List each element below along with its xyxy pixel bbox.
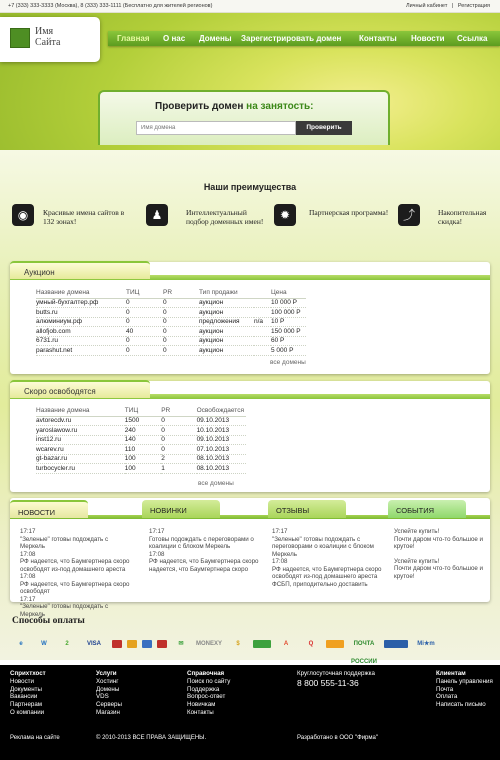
payment-logos — [12, 635, 492, 665]
news-block — [10, 498, 490, 618]
domain-search-input[interactable] — [136, 121, 296, 135]
footer-col-services: Услуги Хостинг Домены VDS Серверы Магазин — [96, 670, 122, 716]
payment-logo-icon: ПОЧТА РОССИИ — [351, 641, 377, 665]
footer-col-support: Круглосуточная поддержка 8 800 555-11-36 — [297, 670, 375, 688]
contact-phones: +7 (333) 333-3333 (Москва), 8 (333) 333-1111 (Бесплатно для жителей регионов) — [8, 3, 213, 9]
all-domains-link[interactable]: все домены — [270, 359, 306, 366]
domain-check-box — [98, 90, 390, 145]
table-header: Название домена ТИЦ PR Тип продажи Цена — [36, 288, 306, 298]
tab-auction[interactable]: Аукцион — [10, 261, 150, 279]
top-bar: +7 (333) 333-3333 (Москва), 8 (333) 333-1111 (Бесплатно для жителей регионов) Личный кабинет | Регистрация — [0, 0, 500, 13]
payment-methods-title: Способы оплаты — [12, 616, 85, 626]
payment-logo-icon: MONEXY — [195, 641, 222, 647]
payment-logo-icon: A — [283, 641, 289, 647]
expiring-table — [36, 406, 246, 474]
advantages-title: Наши преимущества — [203, 182, 297, 192]
payment-logo-icon — [127, 640, 137, 648]
footer-col-help: Справочная Поиск по сайту Поддержка Вопрос-ответ Новичкам Контакты — [187, 670, 231, 716]
table-row[interactable]: умный-бухгалтер.рф 0 0 аукцион 10 000 Р — [36, 298, 306, 308]
table-row[interactable]: gt-bazar.ru 100 2 08.10.2013 — [36, 454, 246, 464]
site-footer — [0, 665, 500, 760]
auction-panel — [10, 262, 490, 374]
support-phone[interactable]: 8 800 555-11-36 — [297, 677, 359, 688]
nav-news[interactable]: Новости — [411, 34, 445, 43]
cabinet-link[interactable]: Личный кабинет — [405, 3, 448, 9]
payment-logo-icon: Q — [308, 641, 314, 647]
auction-table — [36, 288, 306, 356]
nav-link[interactable]: Ссылка — [457, 34, 488, 43]
payment-logo-icon: ✉ — [178, 641, 184, 647]
chart-icon: ⤴ — [398, 204, 420, 226]
table-row[interactable]: алюминиум.рф 0 0 предложения n/a 10 Р — [36, 317, 306, 327]
payment-logo-icon — [142, 640, 152, 648]
table-row[interactable]: yaroslawow.ru 240 0 10.10.2013 — [36, 426, 246, 436]
table-row[interactable]: allofjob.com 40 0 аукцион 150 000 Р — [36, 327, 306, 337]
nav-contacts[interactable]: Контакты — [359, 34, 397, 43]
globe-icon: ◉ — [12, 204, 34, 226]
payment-logo-icon: VISA — [86, 641, 101, 647]
check-domain-button[interactable]: Проверить — [296, 121, 352, 135]
domain-check-title: Проверить домен на занятость: — [155, 101, 314, 112]
payment-logo-icon: W — [41, 641, 47, 647]
table-row[interactable]: parashut.net 0 0 аукцион 5 000 Р — [36, 346, 306, 356]
payment-logo-icon — [384, 640, 408, 648]
nav-domains[interactable]: Домены — [199, 34, 232, 43]
nav-home[interactable]: Главная — [117, 34, 150, 43]
tab-expiring[interactable]: Скоро освободятся — [10, 380, 150, 398]
payment-logo-icon — [157, 640, 167, 648]
new-items-column: 17:17 Готовы подождать с переговорами о коалиции с блоком Меркель 17:08 РФ надеется, что Баумгертнера скоро надеется, что Баумгертнера скоро — [149, 528, 259, 573]
table-header: Название домена ТИЦ PR Освобождается — [36, 406, 246, 416]
table-row[interactable]: butts.ru 0 0 аукцион 100 000 Р — [36, 308, 306, 318]
payment-logo-icon — [112, 640, 122, 648]
all-domains-link[interactable]: все домены — [198, 480, 234, 487]
main-navigation — [108, 31, 500, 46]
person-icon: ♟ — [146, 204, 168, 226]
copyright: © 2010-2013 ВСЕ ПРАВА ЗАЩИЩЕНЫ. — [96, 735, 207, 741]
events-column: Успейте купить! Почти даром что-то большое и крутое! Успейте купить! Почти даром что-то большое и крутое! — [394, 528, 484, 580]
logo-square-icon — [10, 28, 30, 48]
ads-link[interactable]: Реклама на сайте — [10, 735, 60, 741]
tab-new-items[interactable]: НОВИНКИ — [142, 500, 220, 518]
tab-reviews[interactable]: ОТЗЫВЫ — [268, 500, 346, 518]
site-logo[interactable]: Имя Сайта — [0, 17, 100, 62]
footer-col-clients: Клиентам Панель управления Почта Оплата Написать письмо — [436, 670, 493, 709]
payment-logo-icon — [326, 640, 344, 648]
footer-col-company: Сприхтхост Новости Документы Вакансии Партнерам О компании — [10, 670, 46, 716]
developer-credit: Разработано в ООО "Фирма" — [297, 735, 378, 741]
payment-logo-icon — [253, 640, 271, 648]
tab-news[interactable]: НОВОСТИ — [10, 500, 88, 518]
payment-logo-icon: 2 — [65, 641, 69, 647]
table-row[interactable]: inst12.ru 140 0 09.10.2013 — [36, 435, 246, 445]
table-row[interactable]: 6731.ru 0 0 аукцион 60 Р — [36, 336, 306, 346]
payment-logo-icon: Mi★m — [417, 641, 435, 647]
register-link[interactable]: Регистрация — [457, 3, 490, 9]
tab-events[interactable]: СОБЫТИЯ — [388, 500, 466, 518]
table-row[interactable]: avtorecdv.ru 1500 0 09.10.2013 — [36, 416, 246, 426]
reviews-column: 17:17 "Зеленые" готовы подождать с переговорами о коалиции с блоком Меркель 17:08 РФ надеется, что Баумгертнера скоро освободят из-под домашнего ареста ФСБП, приподительно доставить — [272, 528, 382, 588]
nav-register-domain[interactable]: Зарегистрировать домен — [241, 34, 342, 43]
nav-about[interactable]: О нас — [163, 34, 186, 43]
table-row[interactable]: turbocycler.ru 100 1 08.10.2013 — [36, 464, 246, 474]
payment-logo-icon: $ — [236, 641, 240, 647]
gear-icon: ✹ — [274, 204, 296, 226]
news-column: 17:17 "Зеленые" готовы подождать с Меркель 17:08 РФ надеется, что Баумгертнера скоро освободят из-под домашнего ареста 17:08 РФ надеется, что Баумгертнера скоро освободят 17:17 "Зеленые" готовы подождать с Меркель — [20, 528, 130, 618]
expiring-panel — [10, 381, 490, 492]
table-row[interactable]: wcarev.ru 110 0 07.10.2013 — [36, 445, 246, 455]
payment-logo-icon: e — [19, 641, 23, 647]
